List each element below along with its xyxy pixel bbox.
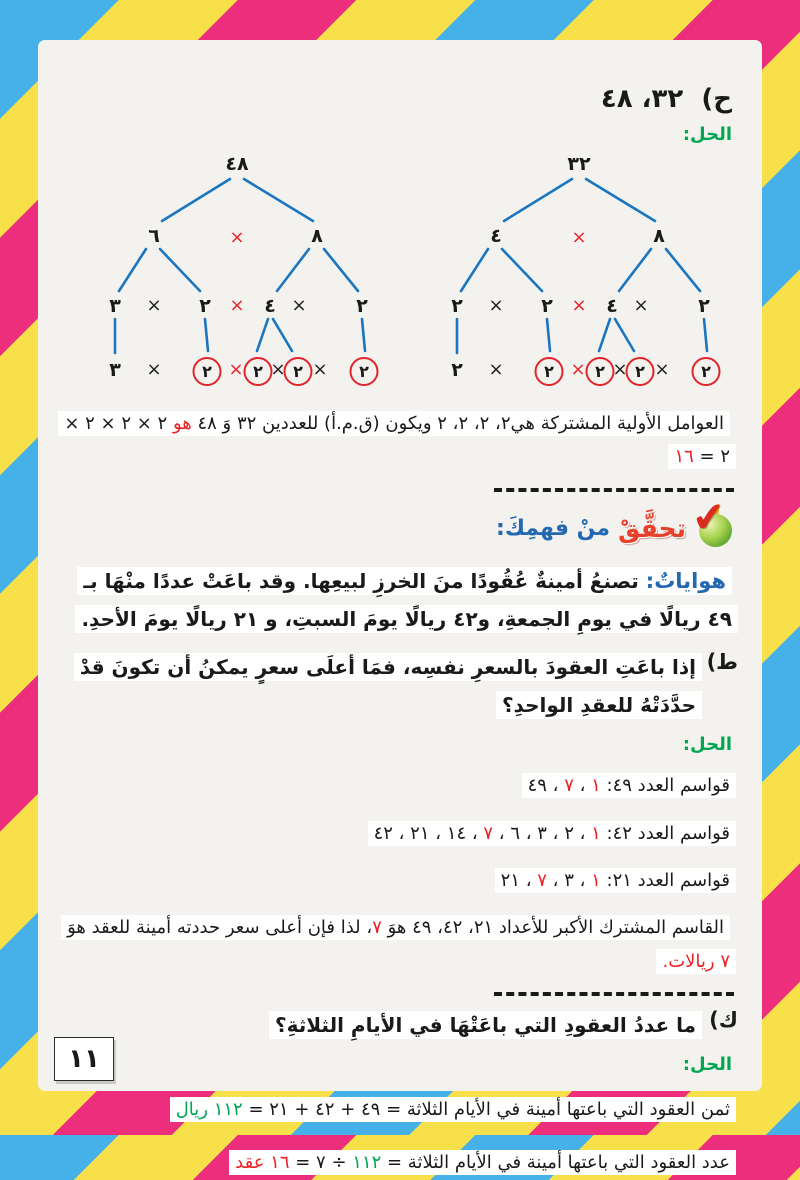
item-h-title xyxy=(62,84,732,114)
text-part: ٧ xyxy=(372,917,382,939)
text-part: ٢ × ٢ × ٢ × ٢ = xyxy=(64,413,730,468)
divisor-value: ٣ xyxy=(564,870,574,892)
divisor-value: ٣ xyxy=(537,822,547,844)
circled-common-factor: ٢ xyxy=(350,357,379,386)
divisor-separator: ، xyxy=(520,870,538,892)
text-part: ١١٢ xyxy=(352,1152,382,1174)
text-part: ، لذا فإن أعلى سعر حددته أمينة للعقد هوَ xyxy=(67,917,373,939)
divisor-value: ٢ xyxy=(564,822,574,844)
item-k-question-row xyxy=(62,1006,738,1044)
divisor-separator: ، xyxy=(546,775,565,797)
divisor-value: ٦ xyxy=(510,822,520,844)
page xyxy=(38,40,762,1174)
total-price-line xyxy=(62,1093,736,1126)
text-part: ثمن العقود التي باعتها أمينة في الأيام الثلاثة = ٤٩ + ٤٢ + ٢١ = xyxy=(242,1098,730,1120)
divisor-separator: ، xyxy=(546,870,565,892)
times-sign: × xyxy=(488,295,504,316)
check-understanding-heading xyxy=(62,492,738,556)
text-part: هو xyxy=(172,413,192,434)
text-part: ١١٢ ريال xyxy=(175,1098,243,1120)
times-sign: × xyxy=(488,359,504,380)
divisor-value: ١ xyxy=(591,822,601,844)
divisor-value: ٤٢ xyxy=(373,822,393,844)
times-sign: × xyxy=(571,227,587,248)
tree-node: ٢ xyxy=(541,295,553,317)
divisor-separator: ، xyxy=(546,822,565,844)
item-h-numbers: ٣٢، ٤٨ xyxy=(600,84,684,114)
item-ta-question: إذا باعَتِ العقودَ بالسعرِ نفسِه، فمَا أعلَى سعرٍ يمكنُ أن تكونَ قدْ حدَّدَتْهُ للعقدِ الواحدِ؟ xyxy=(62,648,702,724)
times-sign: × xyxy=(291,295,307,316)
text-part: ١٦ xyxy=(674,446,694,468)
circled-common-factor: ٢ xyxy=(586,357,615,386)
divisor-value: ٤٩ xyxy=(527,775,547,797)
times-sign: × xyxy=(570,359,586,380)
divisor-separator: ، xyxy=(573,870,592,892)
times-sign: × xyxy=(229,295,245,316)
gcd-line xyxy=(62,911,736,978)
divisor-value: ٧ xyxy=(483,822,494,844)
divisor-value: ١ xyxy=(591,775,601,797)
check-title-rest: منْ فهمِكَ: xyxy=(496,516,611,542)
divisor-separator: ، xyxy=(466,822,484,844)
dashed-separator-2 xyxy=(494,992,734,996)
page-number-box xyxy=(54,1037,114,1081)
times-sign: × xyxy=(146,295,162,316)
text-part: ١٦ عقد xyxy=(235,1152,290,1174)
times-sign: × xyxy=(146,359,162,380)
item-k-marker: ك) xyxy=(709,1007,738,1032)
text-part: ٧ ريالات. xyxy=(662,950,730,972)
tree-node: ٢ xyxy=(199,295,211,317)
checkmark-icon xyxy=(689,492,738,554)
tree-node: ٤ xyxy=(490,225,502,247)
circled-common-factor: ٢ xyxy=(193,357,222,386)
divisor-separator: ، xyxy=(520,822,538,844)
factor-tree-48 xyxy=(92,147,412,397)
item-ta-marker: ط) xyxy=(706,650,738,675)
hobbies-paragraph xyxy=(62,562,738,639)
tree-node: ٤ xyxy=(264,295,276,317)
divisor-separator: ، xyxy=(392,822,411,844)
times-sign: × xyxy=(229,227,245,248)
times-sign: × xyxy=(612,359,628,380)
text-part: العوامل الأولية المشتركة هي٢، ٢، ٢، ٢ ويكون (ق.م.أ) للعددين ٣٢ وَ ٤٨ xyxy=(191,413,724,434)
factor-tree-32 xyxy=(434,147,754,397)
circled-common-factor: ٢ xyxy=(284,357,313,386)
divisors-prefix: قواسم العدد ٤٢: xyxy=(600,822,730,844)
tree-root: ٤٨ xyxy=(225,153,249,175)
solution-label-k: الحل: xyxy=(682,1053,732,1075)
divisor-separator: ، xyxy=(429,822,447,844)
circled-common-factor: ٢ xyxy=(535,357,564,386)
item-ta-question-row xyxy=(62,648,738,724)
times-sign: × xyxy=(270,359,286,380)
text-part: ÷ ٧ = xyxy=(289,1152,353,1174)
divisor-separator: ، xyxy=(493,822,511,844)
times-sign: × xyxy=(654,359,670,380)
tree-node: ٨ xyxy=(653,225,665,247)
item-h-marker: ح) xyxy=(701,84,732,114)
divisor-value: ٧ xyxy=(564,775,574,797)
text-part: عدد العقود التي باعتها أمينة في الأيام الثلاثة = xyxy=(381,1152,730,1174)
common-prime-factors-line xyxy=(62,407,736,474)
divisor-value: ١٤ xyxy=(446,822,467,844)
circled-common-factor: ٢ xyxy=(626,357,655,386)
circled-common-factor: ٢ xyxy=(244,357,273,386)
solution-label-h: الحل: xyxy=(682,124,732,145)
hobbies-label: هواياتٌ: xyxy=(645,568,726,593)
divisor-value: ١ xyxy=(591,870,601,892)
divisors-prefix: قواسم العدد ٤٩: xyxy=(600,775,730,797)
factor-trees xyxy=(62,147,738,399)
tree-node: ٢ xyxy=(698,295,710,317)
divisors-line-0 xyxy=(62,769,736,802)
divisors-prefix: قواسم العدد ٢١: xyxy=(600,870,730,892)
tree-leaf: ٣ xyxy=(109,359,121,381)
divisors-line-2 xyxy=(62,864,736,897)
tree-node: ٣ xyxy=(109,295,121,317)
divisor-value: ٢١ xyxy=(500,870,520,892)
divisors-line-1 xyxy=(62,817,736,850)
tree-leaf: ٢ xyxy=(451,359,463,381)
times-sign: × xyxy=(228,359,244,380)
tree-node: ٤ xyxy=(606,295,618,317)
circled-common-factor: ٢ xyxy=(692,357,721,386)
page-number: ١١ xyxy=(68,1044,100,1074)
text-part: القاسم المشترك الأكبر للأعداد ٢١، ٤٢، ٤٩ هوَ xyxy=(381,917,724,939)
check-glyph: ✔ xyxy=(689,492,728,543)
divisor-lines xyxy=(62,769,738,897)
divisor-value: ٢١ xyxy=(410,822,430,844)
solution-label-ta: الحل: xyxy=(682,734,732,756)
times-sign: × xyxy=(312,359,328,380)
tree-node: ٦ xyxy=(148,225,160,247)
tree-node: ٨ xyxy=(311,225,323,247)
tree-node: ٢ xyxy=(356,295,368,317)
divisor-separator: ، xyxy=(573,822,592,844)
tree-node: ٢ xyxy=(451,295,463,317)
hobbies-text: تصنعُ أمينةٌ عُقُودًا منَ الخرزِ لبيعِها. وقد باعَتْ عددًا منْهَا بـ ٤٩ ريالًا في يومِ الجمعةِ، و٤٢ ريالًا يومَ السبتِ، و ٢١ ريالًا يومَ الأحدِ. xyxy=(81,568,732,632)
item-k-question: ما عددُ العقودِ التي باعَتْهَا في الأيامِ الثلاثةِ؟ xyxy=(62,1006,702,1044)
times-sign: × xyxy=(633,295,649,316)
tree-root: ٣٢ xyxy=(567,153,591,175)
divisor-separator: ، xyxy=(573,775,592,797)
times-sign: × xyxy=(571,295,587,316)
dashed-separator-1 xyxy=(494,488,734,492)
divisor-value: ٧ xyxy=(537,870,547,892)
check-title-word: تحقَّقْ xyxy=(618,514,686,544)
necklace-count-line xyxy=(62,1146,736,1179)
